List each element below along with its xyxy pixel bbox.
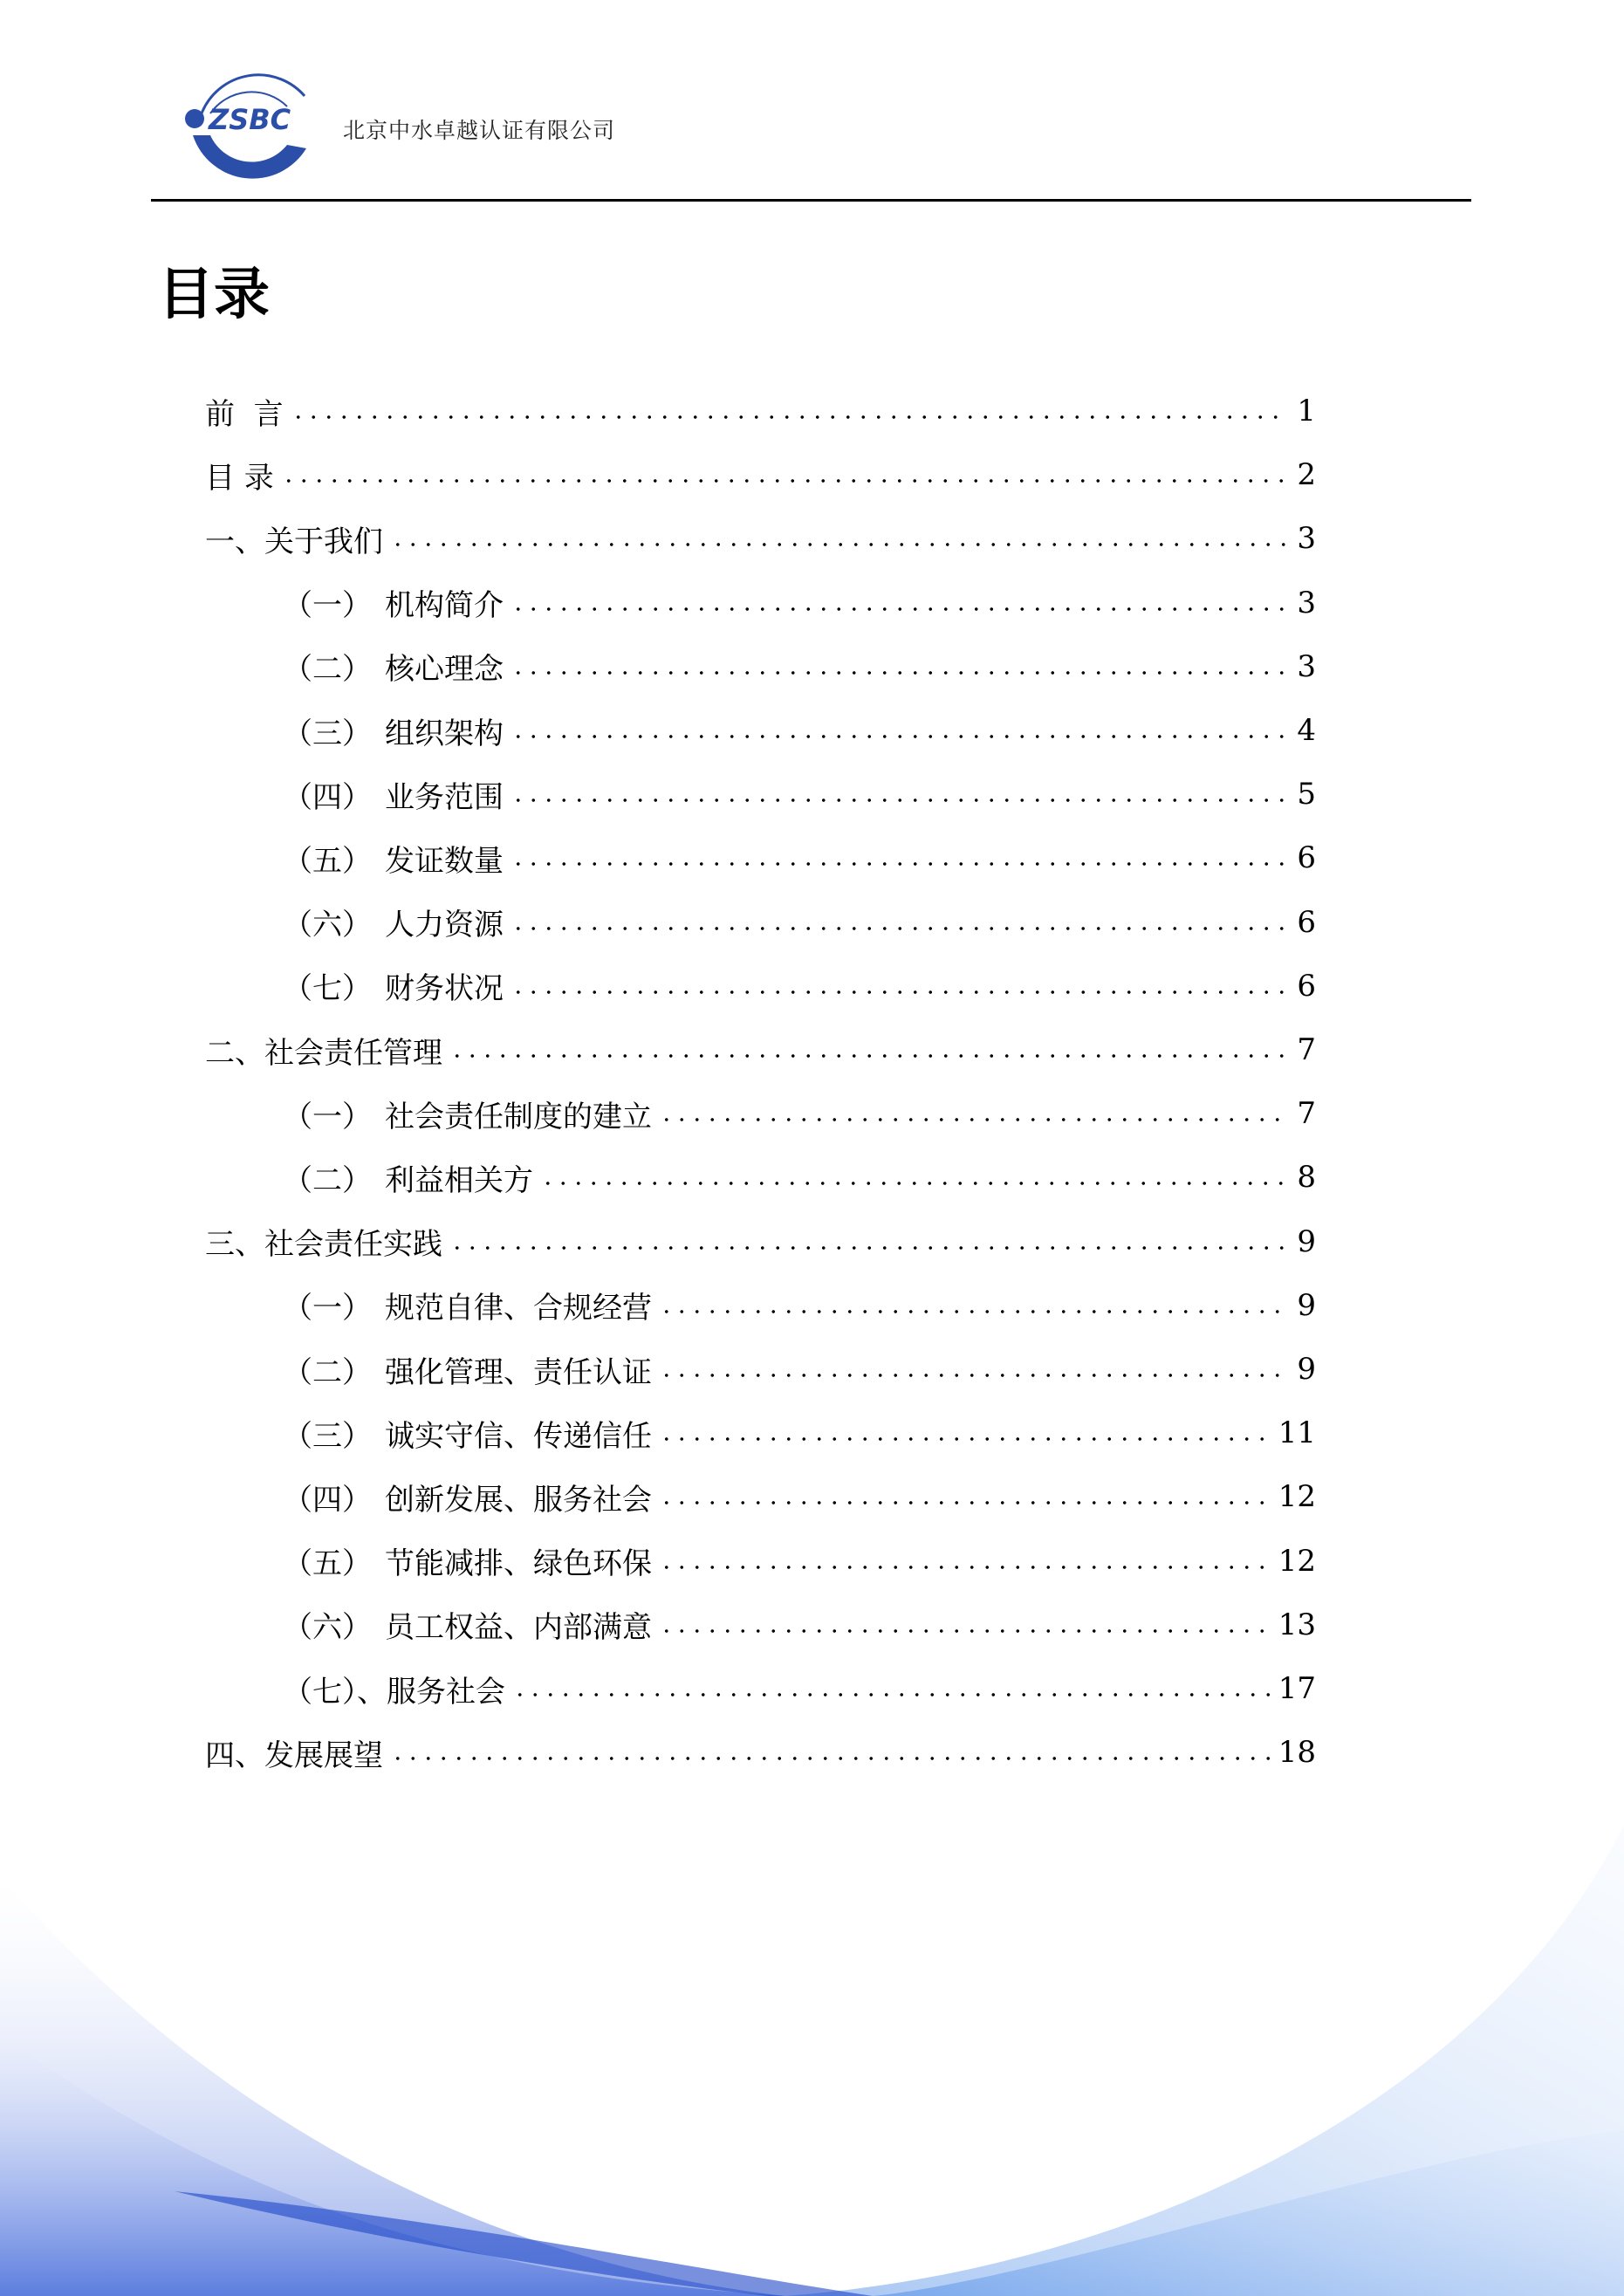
toc-entry-label: 规范自律、合规经营	[385, 1291, 652, 1326]
page-header	[151, 52, 1471, 202]
toc-entry[interactable]	[283, 1475, 1316, 1518]
toc-entry-number: （五）	[283, 1546, 372, 1582]
toc-entry[interactable]	[283, 1539, 1316, 1583]
toc-entry-page: 3	[1297, 648, 1316, 684]
toc-entry-number: （七）	[283, 971, 372, 1007]
dot-leader	[291, 415, 1288, 420]
toc-entry-label: 社会责任制度的建立	[385, 1099, 652, 1134]
toc-entry-label: 二、社会责任管理	[205, 1035, 442, 1071]
dot-leader	[659, 1628, 1270, 1634]
toc-entry-page: 6	[1297, 968, 1316, 1004]
toc-entry-label: 创新发展、服务社会	[385, 1482, 652, 1518]
toc-entry-page: 4	[1297, 713, 1316, 748]
dot-leader	[659, 1436, 1270, 1442]
toc-entry-page: 9	[1297, 1352, 1316, 1387]
toc-entry-number: （三）	[283, 1418, 372, 1454]
toc-entry-page: 7	[1297, 1032, 1316, 1067]
toc-entry-page: 12	[1278, 1543, 1316, 1579]
toc-entry-number: （二）	[283, 652, 372, 688]
toc-entry-label: 三、社会责任实践	[205, 1227, 442, 1263]
toc-entry-page: 8	[1297, 1160, 1316, 1196]
toc-entry[interactable]	[283, 645, 1316, 689]
toc-entry-number: （一）	[283, 1291, 372, 1326]
toc-entry[interactable]	[283, 1155, 1316, 1199]
toc-entry-page: 13	[1278, 1607, 1316, 1642]
dot-leader	[449, 1053, 1288, 1059]
toc-entry-page: 5	[1297, 777, 1316, 812]
toc-entry-label: 机构简介	[385, 588, 504, 624]
toc-entry[interactable]	[205, 1220, 1316, 1264]
toc-entry-number: （六）	[283, 1610, 372, 1646]
toc-entry[interactable]	[283, 1603, 1316, 1647]
dot-leader	[510, 670, 1288, 675]
dot-leader	[510, 734, 1288, 739]
toc-entry-label: 财务状况	[385, 971, 504, 1007]
toc-entry-label: 四、发展展望	[205, 1737, 383, 1773]
toc-entry-label: 业务范围	[385, 779, 504, 815]
toc-entry-number: （四）	[283, 1482, 372, 1518]
toc-entry-page: 6	[1297, 904, 1316, 940]
toc-entry-number: （四）	[283, 779, 372, 815]
toc-entry-number: （三）	[283, 716, 372, 751]
toc-entry-label: 组织架构	[385, 716, 504, 751]
toc-entry[interactable]	[205, 389, 1316, 433]
toc-entry[interactable]	[283, 1347, 1316, 1391]
toc-entry[interactable]	[283, 581, 1316, 625]
dot-leader	[390, 542, 1288, 547]
svg-text:ZSBC: ZSBC	[209, 103, 291, 136]
dot-leader	[659, 1309, 1288, 1314]
toc-entry-page: 6	[1297, 840, 1316, 876]
toc-entry-number: （五）	[283, 843, 372, 879]
toc-entry-number: （一）	[283, 1099, 372, 1134]
toc-entry-number: （二）	[283, 1354, 372, 1390]
toc-entry-label: 利益相关方	[385, 1162, 533, 1198]
toc-entry-page: 18	[1278, 1735, 1316, 1771]
toc-entry-number: （六）	[283, 908, 372, 943]
toc-entry-page: 1	[1297, 394, 1316, 428]
toc-entry-number: （一）	[283, 588, 372, 624]
toc-entry-label: 人力资源	[385, 908, 504, 943]
toc-entry[interactable]	[205, 1028, 1316, 1072]
toc-entry[interactable]	[283, 1411, 1316, 1455]
toc-entry-page: 9	[1297, 1223, 1316, 1259]
toc-entry-label: 员工权益、内部满意	[385, 1610, 652, 1646]
toc-entry[interactable]	[283, 709, 1316, 752]
toc-entry-page: 17	[1278, 1671, 1316, 1706]
toc-entry-label: 核心理念	[385, 652, 504, 688]
toc-entry[interactable]	[205, 453, 1316, 497]
toc-entry-page: 12	[1278, 1479, 1316, 1515]
wave-decoration	[0, 1755, 1624, 2296]
toc-entry-label: 发证数量	[385, 843, 504, 879]
toc-entry-label: 节能减排、绿色环保	[385, 1546, 652, 1582]
dot-leader	[281, 478, 1288, 483]
dot-leader	[510, 861, 1288, 867]
dot-leader	[659, 1500, 1270, 1505]
dot-leader	[510, 798, 1288, 803]
toc-entry[interactable]	[283, 772, 1316, 816]
toc-entry-page: 11	[1278, 1415, 1316, 1451]
dot-leader	[510, 926, 1288, 931]
toc-entry-page: 3	[1297, 521, 1316, 557]
dot-leader	[512, 1692, 1270, 1697]
toc-entry-label: 强化管理、责任认证	[385, 1354, 652, 1390]
dot-leader	[449, 1245, 1288, 1251]
toc-entry-label: 诚实守信、传递信任	[385, 1418, 652, 1454]
dot-leader	[540, 1181, 1288, 1186]
company-name: 北京中水卓越认证有限公司	[343, 118, 616, 143]
toc-entry-label: 目 录	[205, 460, 274, 496]
toc-entry-number: （二）	[283, 1162, 372, 1198]
toc-entry[interactable]	[283, 1284, 1316, 1327]
toc-entry-page: 2	[1297, 457, 1316, 493]
dot-leader	[659, 1373, 1288, 1378]
toc-entry[interactable]	[283, 1667, 1316, 1710]
toc-entry-label: 一、关于我们	[205, 524, 383, 559]
dot-leader	[659, 1117, 1288, 1122]
zsbc-logo	[175, 52, 315, 185]
toc-entry[interactable]	[283, 1092, 1316, 1135]
toc-entry-label: 前 言	[205, 396, 284, 432]
toc-entry-page: 3	[1297, 585, 1316, 620]
toc-entry[interactable]	[205, 517, 1316, 560]
toc-entry-label: （七）、服务社会	[283, 1674, 505, 1710]
toc-entry[interactable]	[283, 964, 1316, 1008]
dot-leader	[659, 1565, 1270, 1570]
toc-entry-page: 9	[1297, 1287, 1316, 1323]
dot-leader	[510, 990, 1288, 995]
toc-entry-page: 7	[1297, 1096, 1316, 1132]
toc-entry[interactable]	[283, 901, 1316, 944]
dot-leader	[510, 607, 1288, 612]
page-title: 目录	[158, 263, 270, 327]
toc-entry[interactable]	[283, 836, 1316, 880]
